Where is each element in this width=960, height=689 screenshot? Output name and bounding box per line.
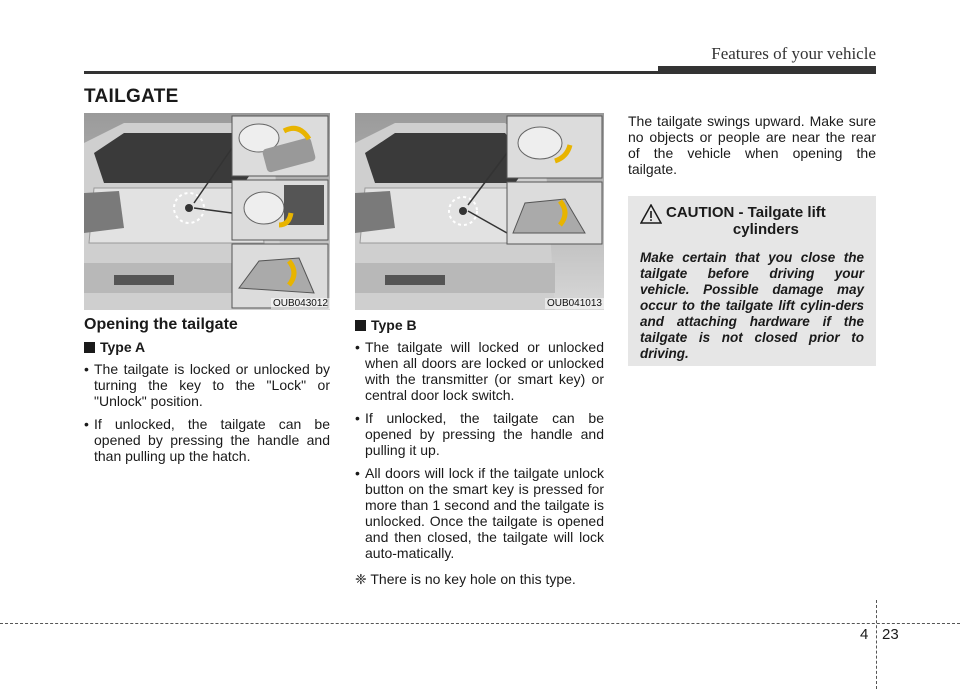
square-bullet-icon: [84, 342, 95, 353]
type-a-label: Type A: [100, 339, 146, 355]
caution-title: [666, 204, 826, 238]
list-item: • The tailgate is locked or unlocked by turning the key to the "Lock" or "Unlock" position.: [84, 361, 330, 409]
caution-label: CAUTION -: [666, 204, 744, 221]
type-b-label: Type B: [371, 317, 417, 333]
page-separator: [876, 600, 877, 689]
caution-heading: [640, 204, 864, 238]
type-a-list: [84, 361, 330, 464]
chapter-number: 4: [860, 626, 869, 643]
square-bullet-icon: [355, 320, 366, 331]
figure-type-b: [355, 113, 604, 310]
middle-column: [355, 317, 604, 587]
type-b-heading: [355, 317, 604, 333]
footer-rule: [0, 623, 960, 624]
caution-body: Make certain that you close the tailgate before driving your vehicle. Possible damage may occur to the tailgate lift cylin-ders and attaching hardware if the tailgate is not closed prior to driving.: [640, 250, 864, 361]
figure-code-a: OUB043012: [272, 298, 328, 309]
figure-type-a: [84, 113, 330, 310]
right-intro: The tailgate swings upward. Make sure no objects or people are near the rear of the vehicle when opening the tailgate.: [628, 113, 876, 177]
section-title: TAILGATE: [84, 86, 179, 107]
list-item: • All doors will lock if the tailgate unlock button on the smart key is pressed for more than 1 second and the tailgate is unlocked. Once the tailgate is opened and then closed, the tailgate will lock auto-matically.: [355, 465, 604, 561]
figure-code-b: OUB041013: [546, 298, 602, 309]
list-item: • The tailgate will locked or unlocked when all doors are locked or unlocked with the transmitter (or smart key) or central door lock switch.: [355, 339, 604, 403]
caution-box: [628, 196, 876, 366]
car-rear-illustration-b: [355, 113, 604, 310]
left-column: [84, 317, 330, 471]
list-item: • If unlocked, the tailgate can be opened by pressing the handle and than pulling up the hatch.: [84, 416, 330, 464]
caution-title-line1: Tailgate lift: [747, 204, 826, 221]
car-rear-illustration-a: [84, 113, 330, 310]
type-b-note: ❈ There is no key hole on this type.: [355, 571, 576, 587]
list-item: • If unlocked, the tailgate can be opened by pressing the handle and pulling it up.: [355, 410, 604, 458]
type-a-heading: [84, 339, 330, 355]
warning-triangle-icon: [640, 204, 662, 224]
subsection-heading: Opening the tailgate: [84, 316, 238, 333]
header-title: Features of your vehicle: [711, 44, 876, 63]
page-number: 23: [882, 626, 899, 643]
type-b-list: [355, 339, 604, 561]
caution-title-line2: cylinders: [732, 221, 799, 238]
header-rule-accent: [658, 66, 876, 74]
